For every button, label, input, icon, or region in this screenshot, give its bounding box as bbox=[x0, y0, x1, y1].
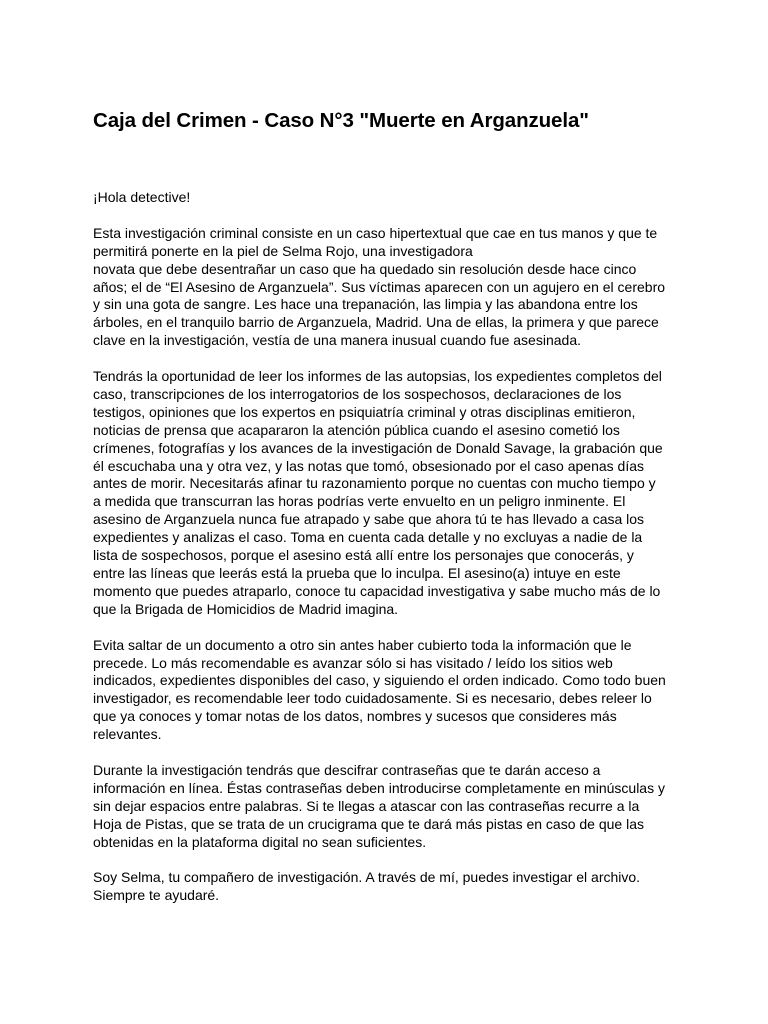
text-line: Siempre te ayudaré. bbox=[93, 887, 220, 904]
text-line: caso, transcripciones de los interrogatorios de los sospechosos, declaraciones de los bbox=[93, 385, 622, 402]
paragraph bbox=[93, 225, 683, 350]
text-line: ¡Hola detective! bbox=[93, 189, 191, 205]
text-line: clave en la investigación, vestía de una manera inusual cuando fue asesinada. bbox=[93, 332, 581, 349]
text-line: árboles, en el tranquilo barrio de Arganzuela, Madrid. Una de ellas, la primera y que parece bbox=[93, 314, 659, 331]
paragraph bbox=[93, 869, 683, 905]
text-line: indicados, expedientes disponibles del caso, y siguiendo el orden indicado. Como todo buen bbox=[93, 672, 666, 689]
text-line: Evita saltar de un documento a otro sin antes haber cubierto toda la información que le bbox=[93, 636, 632, 653]
text-line: Durante la investigación tendrás que descifrar contraseñas que te darán acceso a bbox=[93, 761, 601, 778]
text-line: expedientes y analizas el caso. Toma en cuenta cada detalle y no excluyas a nadie de la bbox=[93, 529, 643, 546]
text-line: Tendrás la oportunidad de leer los informes de las autopsias, los expedientes completos del bbox=[93, 368, 662, 385]
text-line: sin dejar espacios entre palabras. Si te llegas a atascar con las contraseñas recurre a la bbox=[93, 797, 640, 814]
text-line: momento que puedes atraparlo, conoce tu capacidad investigativa y sabe mucho más de lo bbox=[93, 582, 661, 599]
text-line: que ya conoces y tomar notas de los datos, nombres y sucesos que consideres más bbox=[93, 708, 617, 725]
text-line: novata que debe desentrañar un caso que ha quedado sin resolución desde hace cinco bbox=[93, 260, 637, 277]
document-title: Caja del Crimen - Caso N°3 "Muerte en Arganzuela" bbox=[93, 109, 589, 132]
text-line: relevantes. bbox=[93, 726, 162, 743]
paragraph bbox=[93, 189, 683, 207]
text-line: y sin una gota de sangre. Les hace una trepanación, las limpia y las abandona entre los bbox=[93, 296, 638, 313]
text-line: a medida que transcurran las horas podrías verte envuelto en un peligro inminente. El bbox=[93, 493, 626, 510]
document-body bbox=[93, 189, 683, 905]
text-line: que la Brigada de Homicidios de Madrid imagina. bbox=[93, 600, 399, 617]
text-line: años; el de “El Asesino de Arganzuela”. Sus víctimas aparecen con un agujero en el cerebro bbox=[93, 278, 666, 295]
text-line: Soy Selma, tu compañero de investigación. A través de mí, puedes investigar el archivo. bbox=[93, 869, 641, 886]
text-line: información en línea. Éstas contraseñas deben introducirse completamente en minúsculas y bbox=[93, 779, 665, 796]
text-line: permitirá ponerte en la piel de Selma Rojo, una investigadora bbox=[93, 242, 473, 259]
text-line: precede. Lo más recomendable es avanzar sólo si has visitado / leído los sitios web bbox=[93, 654, 613, 671]
paragraph bbox=[93, 368, 683, 619]
text-line: investigador, es recomendable leer todo cuidadosamente. Si es necesario, debes releer lo bbox=[93, 690, 652, 707]
text-line: él escuchaba una y otra vez, y las notas que tomó, obsesionado por el caso apenas días bbox=[93, 457, 645, 474]
text-line: Hoja de Pistas, que se trata de un crucigrama que te dará más pistas en caso de que las bbox=[93, 815, 644, 832]
text-line: lista de sospechosos, porque el asesino está allí entre los personajes que conocerás, y bbox=[93, 547, 634, 564]
text-line: obtenidas en la plataforma digital no sean suficientes. bbox=[93, 833, 427, 850]
text-line: asesino de Arganzuela nunca fue atrapado y sabe que ahora tú te has llevado a casa los bbox=[93, 511, 645, 528]
text-line: noticias de prensa que acapararon la atención pública cuando el asesino cometió los bbox=[93, 421, 620, 438]
text-line: Esta investigación criminal consiste en un caso hipertextual que cae en tus manos y que te bbox=[93, 224, 658, 241]
text-line: antes de morir. Necesitarás afinar tu razonamiento porque no cuentas con mucho tiempo y bbox=[93, 475, 656, 492]
paragraph bbox=[93, 637, 683, 744]
paragraph bbox=[93, 762, 683, 852]
document-page bbox=[93, 108, 683, 923]
text-line: testigos, opiniones que los expertos en psiquiatría criminal y otras disciplinas emitieron, bbox=[93, 403, 636, 420]
text-line: crímenes, fotografías y los avances de la investigación de Donald Savage, la grabación que bbox=[93, 439, 663, 456]
text-line: entre las líneas que leerás está la prueba que lo inculpa. El asesino(a) intuye en este bbox=[93, 565, 621, 581]
